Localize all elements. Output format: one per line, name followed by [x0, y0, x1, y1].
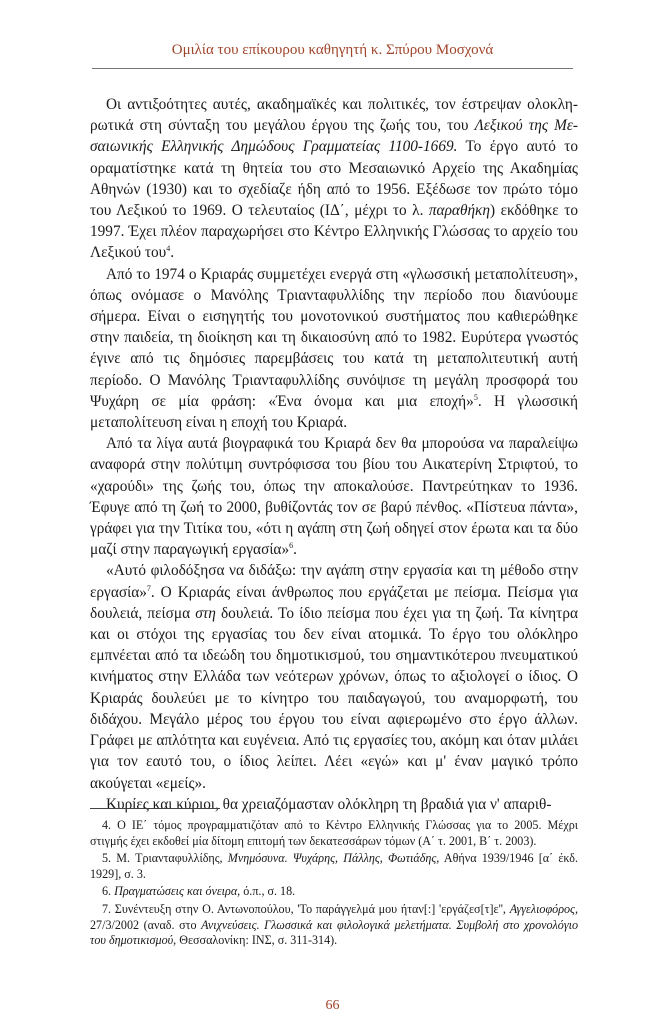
footnote-4: 4. Ο ΙΕ΄ τόμος προγραμματιζόταν από το Κέντρο Ελληνικής Γλώσσας για το 2005. Μέχρι στιγμής έχει εκδοθεί μία δίτομη επιτομή των δεκατεσσάρων τόμων (Α΄ τ. 2001, Β΄ τ. 2003).	[90, 818, 578, 848]
main-text	[90, 94, 578, 815]
footnote-ref-4[interactable]: 4	[166, 244, 171, 254]
paragraph-2: Από το 1974 ο Κριαράς συμμετέχει ενεργά στη «γλωσσική μεταπολίτευση», όπως ονόμασε ο Μανόλης Τριανταφυλλίδης την περίοδο που διανύουμε σήμερα. Είναι ο εισηγητής του μονοτονικού συστήματος που καθιερώθηκε στην παιδεία, τη διοίκηση και τη δικαιοσύνη από το 1982. Ευρύτερα γνωστός έγινε από τις δημόσιες παρεμβάσεις του κατά τη μεταπολιτευτική αυτή περίοδο. Ο Μανόλης Τριανταφυλλίδης συνόψισε τη μεγάλη προσφορά του Ψυχάρη σε μία φράση: «Ένα όνομα και μια εποχή»$^5$. Η γλωσσική μεταπολίτευση είναι η εποχή του Κριαρά.	[90, 265, 578, 432]
footnote-rule	[90, 808, 220, 809]
paragraph-3: Από τα λίγα αυτά βιογραφικά του Κριαρά δεν θα μπορούσα να παραλείψω αναφορά στην πολύτιμη συντρόφισσα του βίου του Αικατερίνη Στριφτού, το «χαρούδι» της ζωής του, όπως την αποκαλούσε. Παντρεύτηκαν το 1936. Έφυγε από τη ζωή το 2000, βυθίζοντάς τον σε βαρύ πένθος. «Πίστευα πάντα», γράφει για την Τιτίκα του, «ότι η αγάπη στη ζωή οδηγεί στον έρωτα και τα δύο μαζί στην παραγωγική εργασία»$^6$.	[90, 435, 578, 559]
paragraph-1: Οι αντιξοότητες αυτές, ακαδημαϊκές και πολιτικές, τον έστρεψαν ολοκληρωτικά στη σύνταξη του μεγάλου έργου της ζωής του, του Λεξικού της Μεσαιωνικής Ελληνικής Δημώδους Γραμματείας 1100-1669. Το έργο αυτό το οραματίστηκε κατά τη θητεία του στο Μεσαιωνικό Αρχείο της Ακαδημίας Αθηνών (1930) και το σχεδίαζε ήδη από το 1956. Εξέδωσε τον πρώτο τόμο του Λεξικού το 1969. Ο τελευταίος (ΙΔ΄, μέχρι το λ. παραθήκη) εκδόθηκε το 1997. Έχει πλέον παραχωρήσει στο Κέντρο Ελληνικής Γλώσσας το αρχείο του Λεξικού του$^4$.	[90, 96, 578, 262]
paragraph-4: «Αυτό φιλοδόξησα να διδάξω: την αγάπη στην εργασία και τη μέθοδο στην εργασία»$^7$. Ο Κριαράς είναι άνθρωπος που εργάζεται με πείσμα. Πείσμα για δουλειά, πείσμα στη δουλειά. Το ίδιο πείσμα που έχει για τη ζωή. Τα κίνητρα και οι στόχοι της εργασίας του δεν είναι ατομικά. Το έργο του ολόκληρο εμπνέεται από τα ιδεώδη του δημοτικισμού, του σημαντικότερου πνευματικού κινήματος στην Ελλάδα των νεότερων χρόνων, όπως το αξιολογεί ο ίδιος. Ο Κριαράς δουλεύει με το κίνητρο του παιδαγωγού, του αναμορφωτή, του διδάχου. Μεγάλο μέρος του έργου του είναι αφιερωμένο στο έργο άλλων. Γράφει με απλότητα και ευγένεια. Από τις εργασίες του, ακόμη και όταν μιλάει για τον εαυτό του, ο ίδιος λείπει. Λέει «εγώ» και μ' έναν μαγικό τρόπο ακούγεται «εμείς».	[90, 562, 578, 792]
page-number: 66	[325, 998, 340, 1013]
paragraph-5: Κυρίες και κύριοι, θα χρειαζόμασταν ολόκληρη τη βραδιά για ν' απαριθ-	[106, 795, 552, 813]
footnote-5: 5. Μ. Τριανταφυλλίδης, Μνημόσυνα. Ψυχάρης, Πάλλης, Φωτιάδης, Αθήνα 1939/1946 [α΄ έκδ. 1929], σ. 3.	[90, 851, 578, 881]
running-header: Ομιλία του επίκουρου καθηγητή κ. Σπύρου Μοσχονά	[171, 42, 494, 58]
footnotes	[90, 818, 578, 951]
footnote-ref-6[interactable]: 6	[289, 541, 294, 551]
footnote-6: 6. Πραγματώσεις και όνειρα, ό.π., σ. 18.	[102, 884, 296, 899]
footnote-ref-5[interactable]: 5	[473, 392, 478, 402]
header-rule	[92, 68, 573, 69]
footnote-7: 7. Συνέντευξη στην Ο. Αντωνοπούλου, 'Το παράγγελμά μου ήταν[:] 'εργάζεσ[τ]ε'', Αγγελιοφόρος, 27/3/2002 (αναδ. στο Ανιχνεύσεις. Γλωσσικά και φιλολογικά μελετήματα. Συμβολή στο χρονολόγιο του δημοτικισμού, Θεσσαλονίκη: ΙΝΣ, σ. 311-314).	[90, 901, 578, 948]
footnote-ref-7[interactable]: 7	[146, 583, 151, 593]
